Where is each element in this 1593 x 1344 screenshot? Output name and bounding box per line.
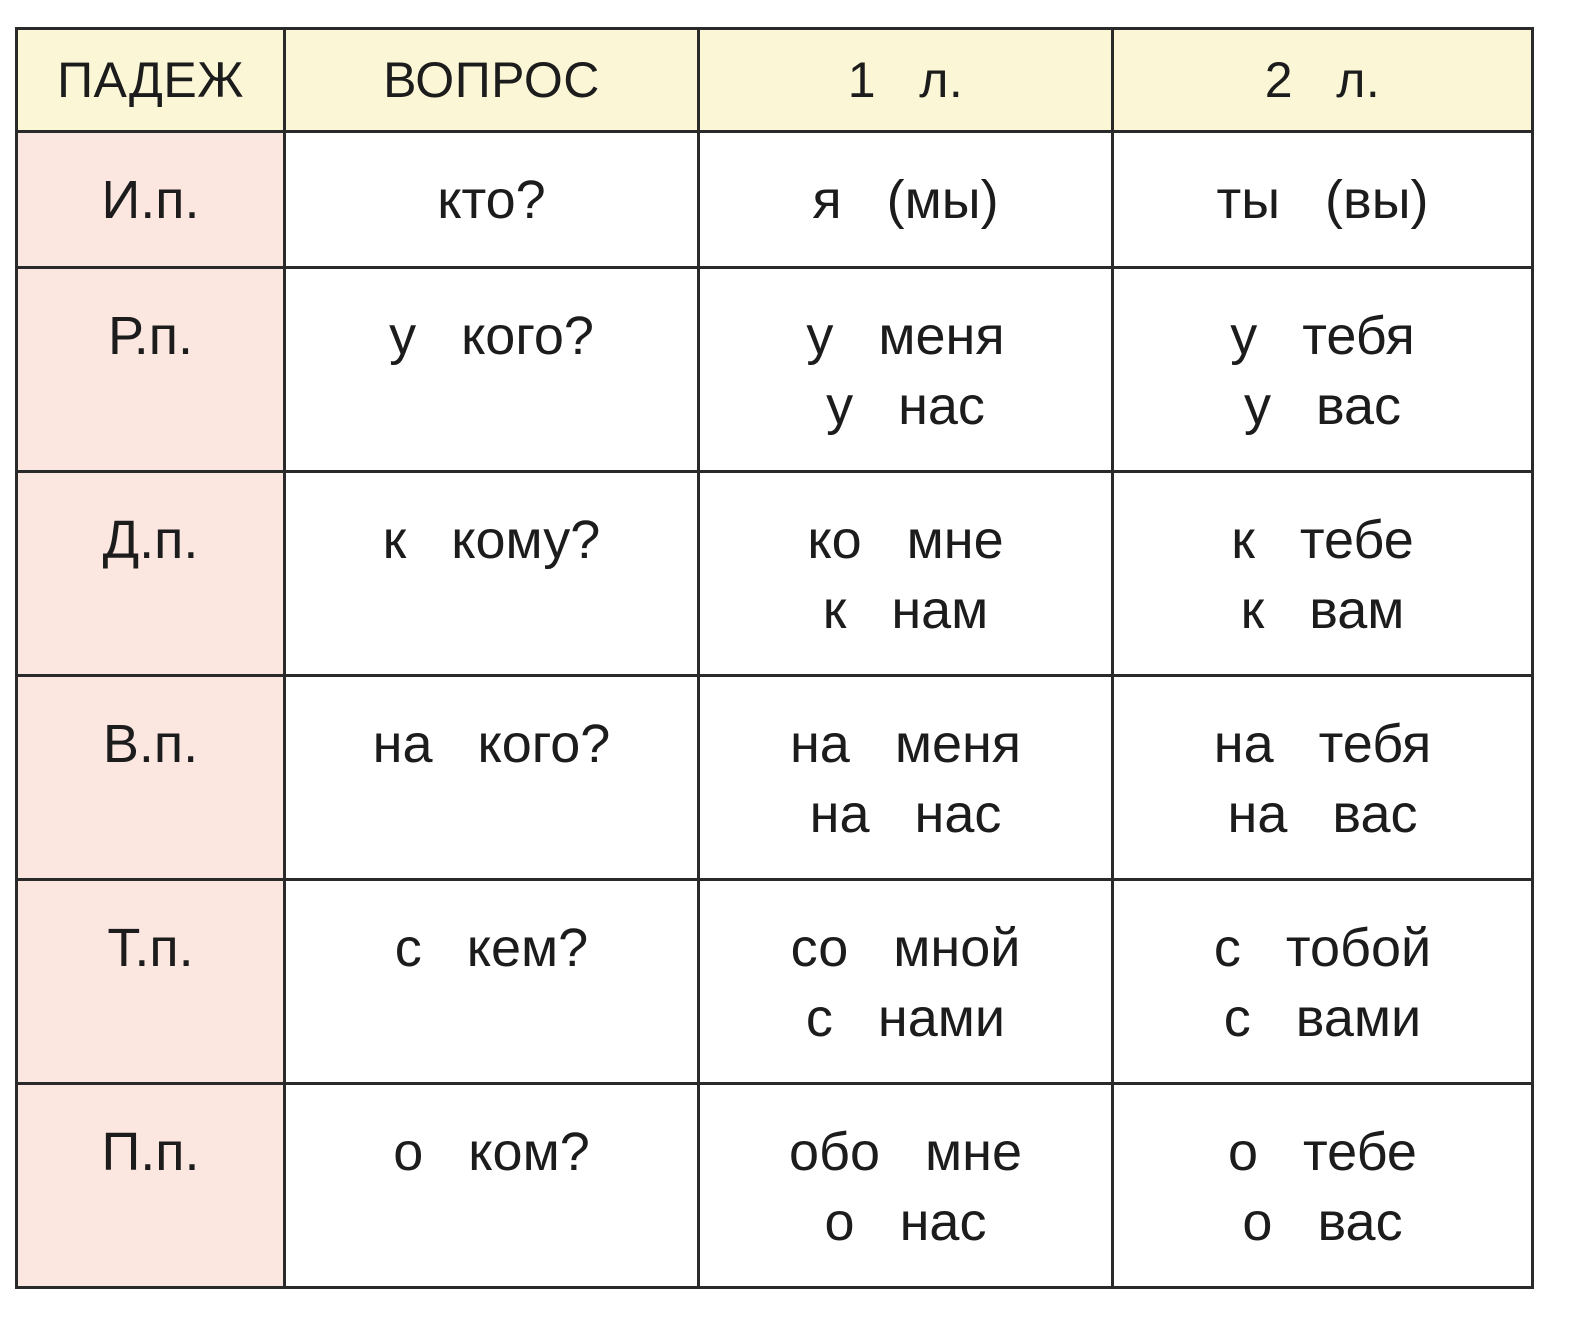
question-text: у кого? bbox=[389, 306, 594, 366]
case-name-cell bbox=[17, 880, 285, 1084]
person-1-singular: у меня bbox=[806, 306, 1005, 366]
case-name-cell bbox=[17, 132, 285, 268]
person-2-plural: с вами bbox=[1223, 988, 1422, 1048]
question-cell bbox=[285, 472, 699, 676]
pronoun-case-table bbox=[15, 27, 1534, 1289]
header-person-1: 1 л. bbox=[699, 29, 1113, 132]
person-2-form: ты (вы) bbox=[1216, 169, 1429, 230]
person-1-cell bbox=[699, 1084, 1113, 1288]
case-name: Р.п. bbox=[107, 306, 194, 366]
case-name: Д.п. bbox=[102, 510, 199, 570]
person-1-singular: обо мне bbox=[789, 1122, 1022, 1182]
person-2-cell bbox=[1113, 676, 1533, 880]
person-2-plural: к вам bbox=[1240, 580, 1405, 640]
case-name-cell bbox=[17, 472, 285, 676]
question-cell bbox=[285, 1084, 699, 1288]
person-2-singular: к тебе bbox=[1231, 510, 1414, 570]
header-person-2: 2 л. bbox=[1113, 29, 1533, 132]
table-row bbox=[17, 676, 1533, 880]
person-1-plural: о нас bbox=[824, 1192, 987, 1252]
person-1-plural: с нами bbox=[805, 988, 1006, 1048]
question-cell bbox=[285, 880, 699, 1084]
person-1-plural: к нам bbox=[822, 580, 989, 640]
table-body bbox=[17, 132, 1533, 1288]
person-1-singular: ко мне bbox=[807, 510, 1004, 570]
table-row bbox=[17, 268, 1533, 472]
table-row bbox=[17, 472, 1533, 676]
person-2-cell bbox=[1113, 1084, 1533, 1288]
person-2-singular: на тебя bbox=[1213, 714, 1432, 774]
question-text: кто? bbox=[437, 169, 546, 230]
question-text: о ком? bbox=[393, 1122, 590, 1182]
person-2-singular: у тебя bbox=[1230, 306, 1415, 366]
table-row bbox=[17, 880, 1533, 1084]
case-name-cell bbox=[17, 1084, 285, 1288]
person-2-singular: о тебе bbox=[1228, 1122, 1417, 1182]
person-1-plural: на нас bbox=[809, 784, 1002, 844]
header-row bbox=[17, 29, 1533, 132]
question-cell bbox=[285, 676, 699, 880]
person-1-singular: со мной bbox=[790, 918, 1021, 978]
person-2-cell bbox=[1113, 880, 1533, 1084]
question-cell bbox=[285, 268, 699, 472]
case-name-cell bbox=[17, 676, 285, 880]
question-text: к кому? bbox=[382, 510, 601, 570]
case-name: Т.п. bbox=[107, 918, 194, 978]
table-row bbox=[17, 1084, 1533, 1288]
question-cell bbox=[285, 132, 699, 268]
question-text: на кого? bbox=[372, 714, 611, 774]
person-2-cell bbox=[1113, 132, 1533, 268]
table-row bbox=[17, 132, 1533, 268]
question-text: с кем? bbox=[394, 918, 589, 978]
person-2-cell bbox=[1113, 472, 1533, 676]
case-name: В.п. bbox=[102, 714, 199, 774]
person-2-plural: о вас bbox=[1242, 1192, 1403, 1252]
person-1-cell bbox=[699, 880, 1113, 1084]
person-1-cell bbox=[699, 472, 1113, 676]
header-question: ВОПРОС bbox=[285, 29, 699, 132]
case-name: И.п. bbox=[101, 169, 200, 230]
case-name-cell bbox=[17, 268, 285, 472]
person-1-cell bbox=[699, 268, 1113, 472]
person-1-form: я (мы) bbox=[812, 169, 999, 230]
table-header bbox=[17, 29, 1533, 132]
header-case: ПАДЕЖ bbox=[17, 29, 285, 132]
person-1-cell bbox=[699, 132, 1113, 268]
person-2-plural: у вас bbox=[1243, 376, 1402, 436]
person-2-singular: с тобой bbox=[1213, 918, 1432, 978]
case-name: П.п. bbox=[101, 1122, 200, 1182]
person-1-cell bbox=[699, 676, 1113, 880]
person-2-plural: на вас bbox=[1227, 784, 1418, 844]
person-2-cell bbox=[1113, 268, 1533, 472]
person-1-singular: на меня bbox=[789, 714, 1022, 774]
person-1-plural: у нас bbox=[826, 376, 985, 436]
